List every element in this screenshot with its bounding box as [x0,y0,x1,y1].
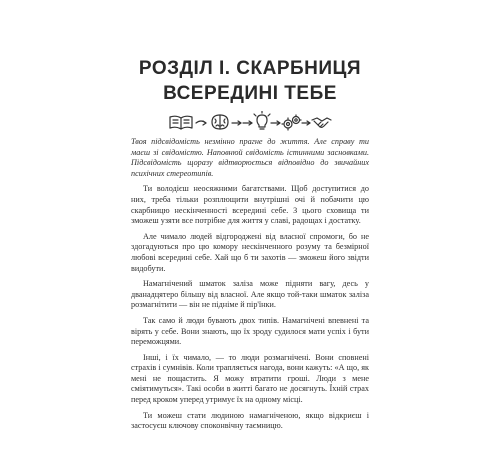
book-icon [170,116,192,129]
arrow-icon [232,121,241,125]
chapter-icon-row [168,111,332,133]
brain-icon [212,115,228,129]
arrow-icon [271,121,280,125]
arrow-icon [243,121,252,125]
lightbulb-icon [254,111,270,129]
handshake-icon [312,118,331,127]
gears-icon [282,115,301,130]
chapter-title-line-1: РОЗДІЛ I. СКАРБНИЦЯ [138,58,362,79]
arrow-icon [196,121,206,125]
chapter-text [131,137,369,437]
body-paragraph: Ти володієш неосяжними багатствами. Щоб доступитися до них, треба тільки розплющити внутрішні очі й побачити цю скарбницю нескінченності всередині себе. З цього сховища ти зможеш узяти все потрібне для життя у славі, радощах і достатку. [131,184,369,226]
body-paragraph: Інші, і їх чимало, — то люди розмагнічені. Вони сповнені страхів і сумнівів. Коли трапляється нагода, вони кажуть: «А що, як мені не пощастить. Я можу втратити гроші. Люди з мене сміятимуться». Такі особи в житті багато не досягнуть. Їхній страх перед кроком уперед утримує їх на одному місці. [131,352,369,405]
arrow-icon [302,121,310,125]
intro-paragraph: Твоя підсвідомість незмінно прагне до життя. Але справу ти маєш зі свідомістю. Наповнюй свідомість істинними засновками. Підсвідомість щоразу відтворюється відповідно до звичайних психічних стереотипів. [131,137,369,178]
chapter-title-line-2: ВСЕРЕДИНІ ТЕБЕ [163,83,337,104]
body-paragraph: Але чимало людей відгороджені від власної спромоги, бо не здогадуються про цю комору нескінченного розуму та безмірної любові всередині себе. Хай що б ти захотів — зможеш його звідти видобути. [131,231,369,273]
chapter-title [0,56,500,106]
body-paragraph: Ти можеш стати людиною намагніченою, якщо відкриєш і застосуєш ключову споконвічну таємницю. [131,410,369,431]
body-paragraph: Так само й люди бувають двох типів. Намагнічені впевнені та вірять у себе. Вони знають, що їх зроду судилося мати успіх і бути переможцями. [131,315,369,347]
body-paragraph: Намагнічений шматок заліза може підняти вагу, десь у дванадцятеро більшу від власної. Але якщо той-таки шматок заліза розмагнітити — він не підніме й пір'їнки. [131,279,369,310]
